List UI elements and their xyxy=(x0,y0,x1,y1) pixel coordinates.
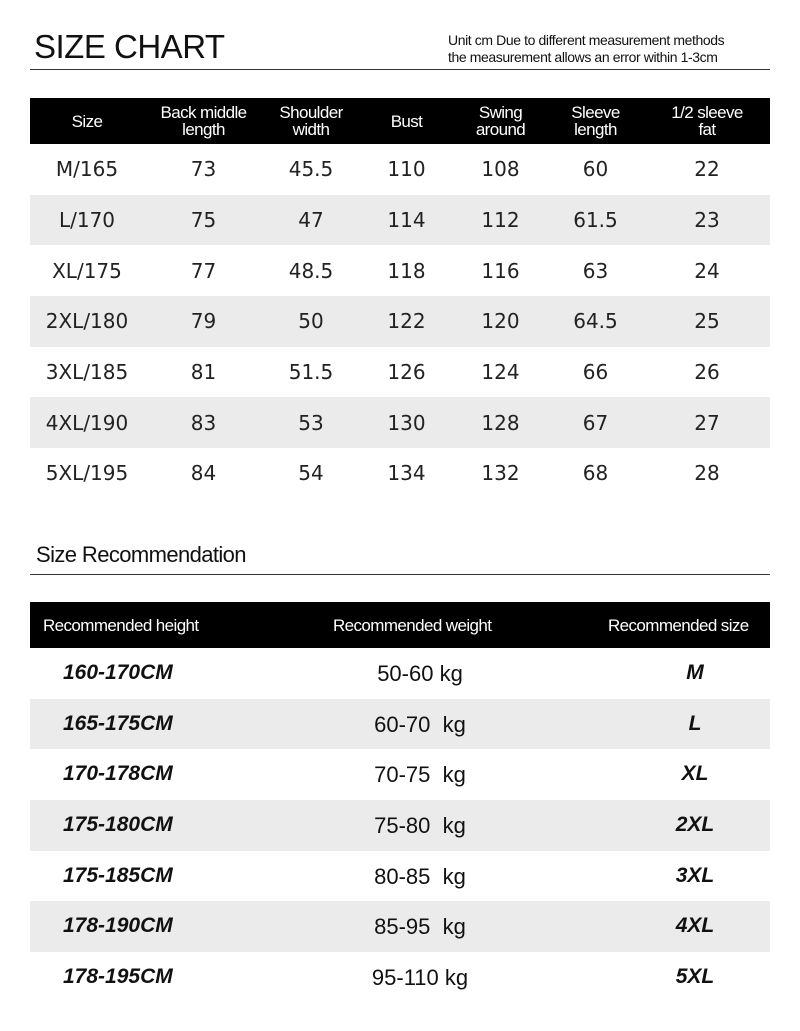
table-cell: 27 xyxy=(694,410,720,435)
table-row xyxy=(30,749,770,800)
table-cell: 48.5 xyxy=(288,258,334,283)
height-cell: 175-185CM xyxy=(63,863,173,887)
height-cell: 175-180CM xyxy=(63,813,173,837)
table-cell: 24 xyxy=(694,258,720,283)
recommendation-body xyxy=(30,648,770,1003)
col-recommended-size: Recommended size xyxy=(608,616,749,635)
table-cell: 54 xyxy=(298,461,324,486)
recommendation-header xyxy=(30,602,770,648)
recommendation-divider xyxy=(30,574,770,575)
table-cell: 68 xyxy=(582,461,609,486)
note-line-1: Unit cm Due to different measurement methods xyxy=(448,32,725,48)
table-cell: 118 xyxy=(387,258,426,283)
size-cell: 4XL xyxy=(675,914,715,938)
table-cell: 112 xyxy=(481,208,520,233)
col-shoulder-width: Shoulder width xyxy=(279,103,343,139)
table-cell: 83 xyxy=(190,410,217,435)
table-cell: 128 xyxy=(481,410,520,435)
table-row xyxy=(30,296,770,347)
col-recommended-height: Recommended height xyxy=(43,616,199,635)
size-cell: 2XL xyxy=(675,813,715,837)
table-cell: 61.5 xyxy=(573,208,618,233)
table-cell: 53 xyxy=(298,410,324,435)
height-cell: 178-195CM xyxy=(63,965,173,989)
table-cell: 108 xyxy=(481,157,520,182)
table-cell: 28 xyxy=(694,461,720,486)
table-cell: XL/175 xyxy=(52,258,122,283)
weight-cell: 60-70 kg xyxy=(374,711,466,737)
size-cell: L xyxy=(688,711,702,735)
table-cell: 120 xyxy=(481,309,520,334)
table-row xyxy=(30,448,770,499)
col-bust: Bust xyxy=(390,111,423,131)
table-cell: 116 xyxy=(481,258,520,283)
table-cell: 130 xyxy=(387,410,426,435)
table-cell: 84 xyxy=(190,461,217,486)
table-cell: 132 xyxy=(481,461,520,486)
table-cell: 67 xyxy=(582,410,609,435)
table-cell: 75 xyxy=(190,208,217,233)
table-cell: 60 xyxy=(582,157,609,182)
height-cell: 178-190CM xyxy=(63,914,173,938)
table-cell: 110 xyxy=(387,157,426,182)
weight-cell: 80-85 kg xyxy=(374,863,466,889)
table-cell: 26 xyxy=(694,360,720,385)
table-row xyxy=(30,800,770,851)
table-cell: 77 xyxy=(190,258,217,283)
table-cell: 66 xyxy=(582,360,609,385)
table-cell: 64.5 xyxy=(573,309,618,334)
table-cell: 124 xyxy=(481,360,520,385)
table-cell: 63 xyxy=(582,258,609,283)
col-size: Size xyxy=(71,111,103,131)
table-cell: 5XL/195 xyxy=(45,461,129,486)
size-cell: XL xyxy=(681,762,709,786)
table-cell: 79 xyxy=(190,309,217,334)
table-cell: 134 xyxy=(387,461,426,486)
title-divider xyxy=(30,69,770,70)
table-row xyxy=(30,648,770,699)
measurement-note xyxy=(448,32,788,66)
table-row xyxy=(30,952,770,1003)
weight-cell: 85-95 kg xyxy=(374,914,466,940)
table-cell: 126 xyxy=(387,360,426,385)
size-chart-body xyxy=(30,144,770,499)
recommendation-table xyxy=(30,602,770,1003)
col-swing-around: Swing around xyxy=(475,103,526,139)
table-cell: 114 xyxy=(387,208,426,233)
size-cell: 5XL xyxy=(675,965,715,989)
table-cell: 122 xyxy=(387,309,426,334)
size-cell: M xyxy=(686,661,704,684)
table-cell: 25 xyxy=(694,309,720,334)
col-back-middle-length: Back middle length xyxy=(160,103,247,139)
weight-cell: 50-60 kg xyxy=(377,661,463,686)
table-cell: M/165 xyxy=(55,157,119,182)
page-title: SIZE CHART xyxy=(34,28,225,65)
table-cell: 73 xyxy=(190,157,217,182)
weight-cell: 70-75 kg xyxy=(374,762,466,788)
table-cell: 23 xyxy=(694,208,720,233)
table-cell: 81 xyxy=(190,360,217,385)
weight-cell: 75-80 kg xyxy=(374,813,466,839)
table-row xyxy=(30,195,770,246)
table-row xyxy=(30,397,770,448)
table-row xyxy=(30,699,770,750)
table-row xyxy=(30,901,770,952)
table-cell: 50 xyxy=(298,309,324,334)
table-row xyxy=(30,144,770,195)
note-line-2: the measurement allows an error within 1-3cm xyxy=(448,49,718,65)
height-cell: 170-178CM xyxy=(63,762,173,786)
table-row xyxy=(30,245,770,296)
table-row xyxy=(30,347,770,398)
height-cell: 165-175CM xyxy=(63,711,173,735)
weight-cell: 95-110 kg xyxy=(371,965,469,991)
table-cell: 45.5 xyxy=(288,157,334,182)
size-cell: 3XL xyxy=(675,863,715,887)
table-cell: 51.5 xyxy=(288,360,334,385)
table-cell: 3XL/185 xyxy=(45,360,129,385)
table-cell: 2XL/180 xyxy=(45,309,129,334)
col-sleeve-length: Sleeve length xyxy=(571,103,620,139)
recommendation-title: Size Recommendation xyxy=(36,542,246,567)
col-recommended-weight: Recommended weight xyxy=(333,616,492,635)
table-cell: 47 xyxy=(298,208,324,233)
size-chart-table xyxy=(30,98,770,499)
height-cell: 160-170CM xyxy=(63,661,173,684)
col-half-sleeve-fat: 1/2 sleeve fat xyxy=(671,103,743,139)
table-cell: 22 xyxy=(694,157,720,182)
table-row xyxy=(30,851,770,902)
size-chart-header xyxy=(30,98,770,144)
table-cell: 4XL/190 xyxy=(45,410,129,435)
table-cell: L/170 xyxy=(58,208,116,233)
